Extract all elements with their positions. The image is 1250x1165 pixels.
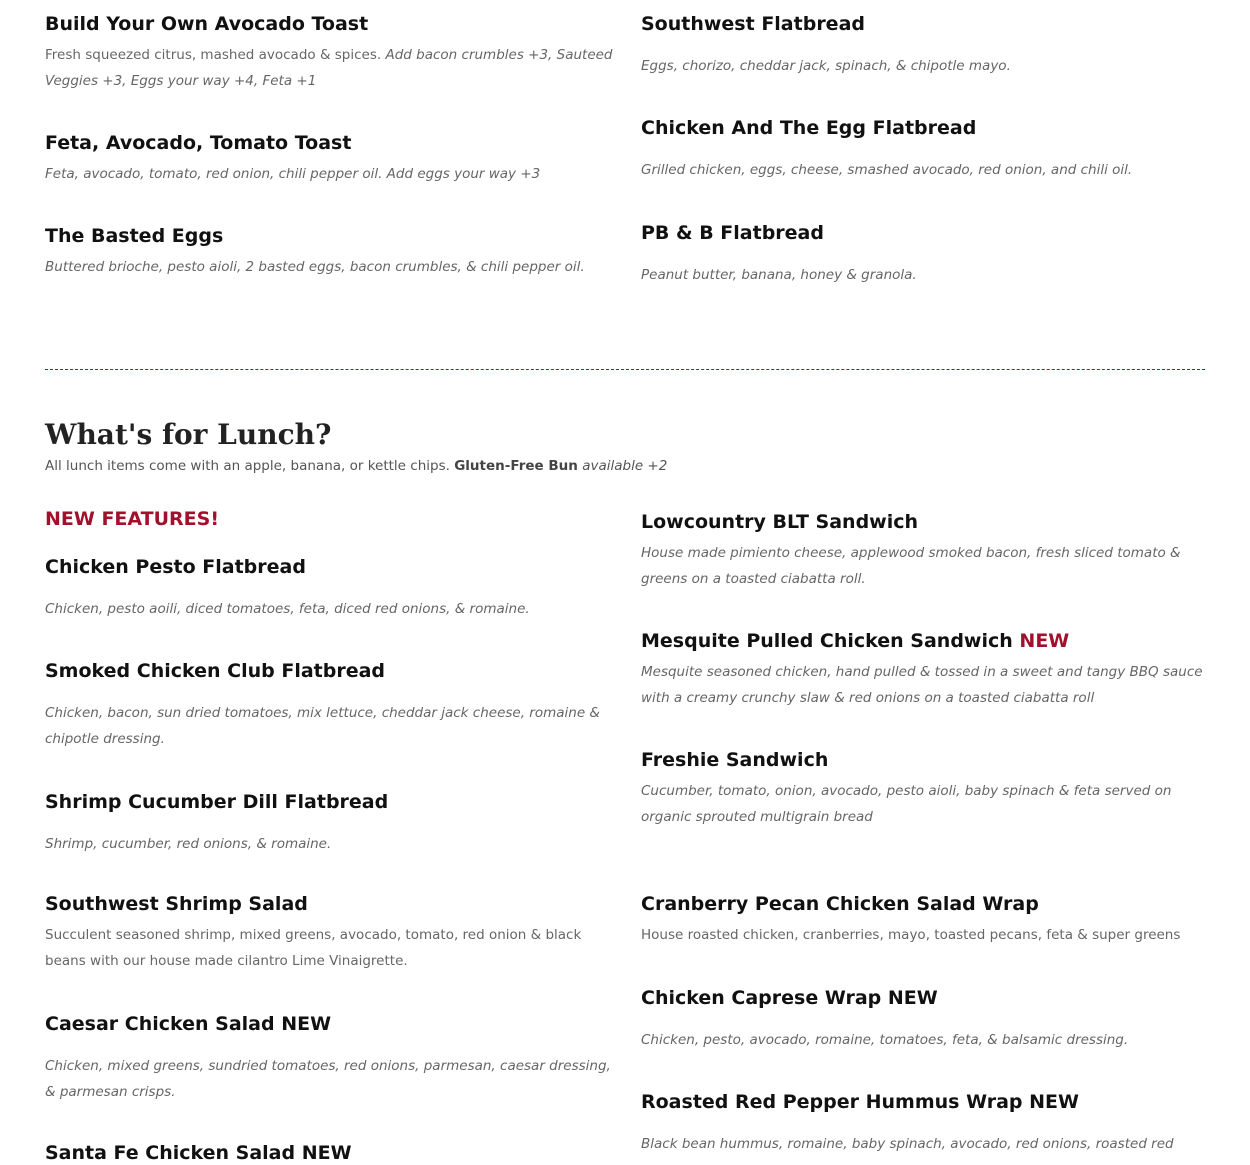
item-title: Chicken And The Egg Flatbread xyxy=(641,117,977,139)
item-addons: Add bacon crumbles +3, Sauteed Veggies +3, Eggs your way +4, Feta +1 xyxy=(45,47,613,89)
menu-item xyxy=(45,555,615,622)
item-title: Smoked Chicken Club Flatbread xyxy=(45,660,386,682)
menu-item xyxy=(641,510,1211,592)
item-title: Shrimp Cucumber Dill Flatbread xyxy=(45,791,389,813)
lunch-note-text: All lunch items come with an apple, banana, or kettle chips. xyxy=(45,458,450,474)
menu-item xyxy=(641,892,1211,948)
item-description: Succulent seasoned shrimp, mixed greens, avocado, tomato, red onion & black beans with our house made cilantro Lime Vinaigrette. xyxy=(45,927,582,969)
section-divider xyxy=(45,369,1205,370)
item-title-text: Mesquite Pulled Chicken Sandwich xyxy=(641,630,1013,652)
item-description xyxy=(45,42,615,94)
item-title: Chicken Caprese Wrap NEW xyxy=(641,987,938,1009)
item-description: Grilled chicken, eggs, cheese, smashed avocado, red onion, and chili oil. xyxy=(641,162,1133,178)
item-title: Santa Fe Chicken Salad NEW xyxy=(45,1142,352,1164)
item-title: Feta, Avocado, Tomato Toast xyxy=(45,132,352,154)
item-title: Lowcountry BLT Sandwich xyxy=(641,511,919,533)
item-title: Freshie Sandwich xyxy=(641,749,829,771)
item-description: Buttered brioche, pesto aioli, 2 basted eggs, bacon crumbles, & chili pepper oil. xyxy=(45,259,585,275)
item-description: Feta, avocado, tomato, red onion, chili pepper oil. Add eggs your way +3 xyxy=(45,166,541,182)
item-title: The Basted Eggs xyxy=(45,225,224,247)
item-description: House roasted chicken, cranberries, mayo, toasted pecans, feta & super greens xyxy=(641,927,1181,943)
item-description: Eggs, chorizo, cheddar jack, spinach, & chipotle mayo. xyxy=(641,58,1011,74)
menu-item xyxy=(641,1090,1211,1157)
menu-item xyxy=(641,221,1211,288)
item-title: Caesar Chicken Salad NEW xyxy=(45,1013,332,1035)
item-description: Mesquite seasoned chicken, hand pulled & tossed in a sweet and tangy BBQ sauce with a creamy crunchy slaw & red onions on a toasted ciabatta roll xyxy=(641,664,1203,706)
new-badge: NEW xyxy=(1019,630,1070,652)
item-title xyxy=(641,629,1211,653)
item-description: Chicken, pesto, avocado, romaine, tomatoes, feta, & balsamic dressing. xyxy=(641,1032,1129,1048)
menu-item xyxy=(45,1012,615,1105)
menu-item xyxy=(45,1141,615,1165)
menu-item xyxy=(641,748,1211,830)
item-description: Black bean hummus, romaine, baby spinach, avocado, red onions, roasted red xyxy=(641,1136,1174,1152)
item-title: Roasted Red Pepper Hummus Wrap NEW xyxy=(641,1091,1079,1113)
menu-item xyxy=(45,131,615,187)
menu-item xyxy=(45,790,615,857)
item-description: Chicken, bacon, sun dried tomatoes, mix lettuce, cheddar jack cheese, romaine & chipotle dressing. xyxy=(45,705,600,747)
item-title: Chicken Pesto Flatbread xyxy=(45,556,306,578)
item-description: Shrimp, cucumber, red onions, & romaine. xyxy=(45,836,332,852)
lunch-note xyxy=(45,458,667,474)
menu-item xyxy=(45,224,615,280)
menu-item xyxy=(641,629,1211,711)
new-features-heading: NEW FEATURES! xyxy=(45,508,219,530)
item-title: Southwest Shrimp Salad xyxy=(45,893,308,915)
menu-item xyxy=(45,659,615,752)
menu-item xyxy=(641,12,1211,79)
item-description: Peanut butter, banana, honey & granola. xyxy=(641,267,917,283)
item-description: House made pimiento cheese, applewood smoked bacon, fresh sliced tomato & greens on a toasted ciabatta roll. xyxy=(641,545,1181,587)
gluten-free-price: available +2 xyxy=(582,458,668,474)
item-title: Cranberry Pecan Chicken Salad Wrap xyxy=(641,893,1039,915)
item-description-text: Fresh squeezed citrus, mashed avocado & spices. xyxy=(45,47,382,63)
item-title: PB & B Flatbread xyxy=(641,222,824,244)
item-description: Chicken, pesto aoili, diced tomatoes, feta, diced red onions, & romaine. xyxy=(45,601,530,617)
menu-item xyxy=(45,12,615,94)
item-description: Cucumber, tomato, onion, avocado, pesto aioli, baby spinach & feta served on organic sprouted multigrain bread xyxy=(641,783,1172,825)
menu-item xyxy=(45,892,615,974)
item-title: Southwest Flatbread xyxy=(641,13,865,35)
item-title: Build Your Own Avocado Toast xyxy=(45,13,369,35)
menu-item xyxy=(641,116,1211,183)
menu-item xyxy=(641,986,1211,1053)
gluten-free-label: Gluten-Free Bun xyxy=(454,458,578,474)
item-description: Chicken, mixed greens, sundried tomatoes, red onions, parmesan, caesar dressing, & parmesan crisps. xyxy=(45,1058,611,1100)
lunch-heading: What's for Lunch? xyxy=(45,418,332,451)
